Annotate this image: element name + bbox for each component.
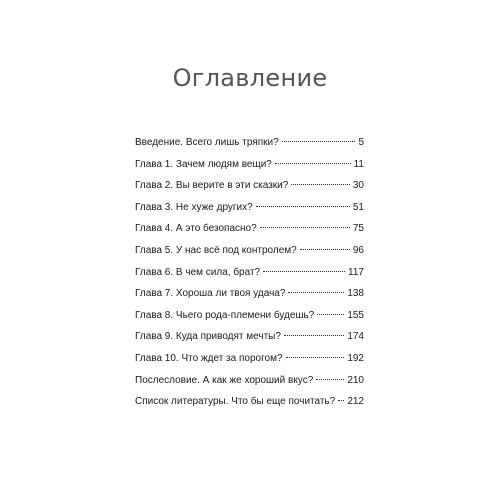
toc-entry-chapter-10 — [135, 352, 364, 374]
toc-entry-label: Введение. Всего лишь тряпки? — [135, 137, 279, 148]
toc-entry-chapter-4 — [135, 222, 364, 244]
toc-entry-page-number: 210 — [347, 374, 364, 386]
toc-entry-chapter-2 — [135, 179, 364, 201]
dot-leader — [263, 271, 345, 272]
dot-leader — [284, 335, 344, 336]
dot-leader — [256, 206, 350, 207]
toc-entry-page-number: 11 — [353, 158, 364, 170]
page-title: Оглавление — [172, 64, 328, 92]
toc-entry-chapter-9 — [135, 330, 364, 352]
toc-entry-label: Глава 9. Куда приводят мечты? — [135, 331, 281, 343]
toc-entry-label: Глава 6. В чем сила, брат? — [135, 266, 261, 278]
toc-entry-chapter-1 — [135, 158, 364, 180]
toc-entry-label: Послесловие. А как же хороший вкус? — [135, 374, 314, 386]
toc-entry-label: Глава 1. Зачем людям вещи? — [135, 158, 272, 170]
toc-entry-page-number: 117 — [348, 266, 364, 278]
dot-leader — [316, 379, 344, 380]
toc-entry-page-number: 138 — [347, 288, 364, 300]
toc-entry-page-number: 212 — [347, 396, 364, 408]
toc-entry-bibliography — [135, 395, 364, 417]
toc-entry-label: Глава 5. У нас всё под контролем? — [135, 244, 297, 256]
dot-leader — [317, 314, 344, 315]
toc-entry-chapter-6 — [135, 266, 364, 288]
toc-entry-page-number: 51 — [352, 201, 364, 213]
toc-entry-page-number: 155 — [347, 309, 364, 321]
toc-entry-label: Глава 8. Чьего рода-племени будешь? — [135, 309, 315, 321]
dot-leader — [338, 400, 344, 401]
toc-entry-label: Глава 7. Хороша ли твоя удача? — [135, 288, 286, 300]
toc-entry-chapter-7 — [135, 287, 364, 309]
dot-leader — [288, 292, 344, 293]
dot-leader — [260, 227, 350, 228]
toc-entry-label: Глава 4. А это безопасно? — [135, 223, 257, 235]
toc-entry-page-number: 192 — [347, 352, 364, 364]
toc-entry-label: Глава 3. Не хуже других? — [135, 201, 253, 213]
dot-leader — [300, 249, 350, 250]
dot-leader — [286, 357, 345, 358]
toc-entry-chapter-3 — [135, 201, 364, 223]
toc-entry-label: Глава 10. Что ждет за порогом? — [135, 352, 283, 364]
toc-entry-page-number: 96 — [352, 244, 364, 256]
toc-entry-page-number: 5 — [358, 137, 364, 148]
toc-entry-page-number: 75 — [352, 223, 364, 235]
table-of-contents — [135, 136, 364, 417]
toc-entry-page-number: 30 — [352, 180, 364, 192]
toc-entry-label: Список литературы. Что бы еще почитать? — [135, 396, 336, 408]
dot-leader — [282, 141, 356, 142]
toc-entry-chapter-5 — [135, 244, 364, 266]
dot-leader — [275, 163, 351, 164]
toc-entry-page-number: 174 — [347, 331, 364, 343]
toc-entry-afterword — [135, 374, 364, 396]
toc-entry-chapter-8 — [135, 309, 364, 331]
toc-entry-label: Глава 2. Вы верите в эти сказки? — [135, 180, 289, 192]
dot-leader — [291, 184, 350, 185]
toc-entry-introduction — [135, 136, 364, 158]
